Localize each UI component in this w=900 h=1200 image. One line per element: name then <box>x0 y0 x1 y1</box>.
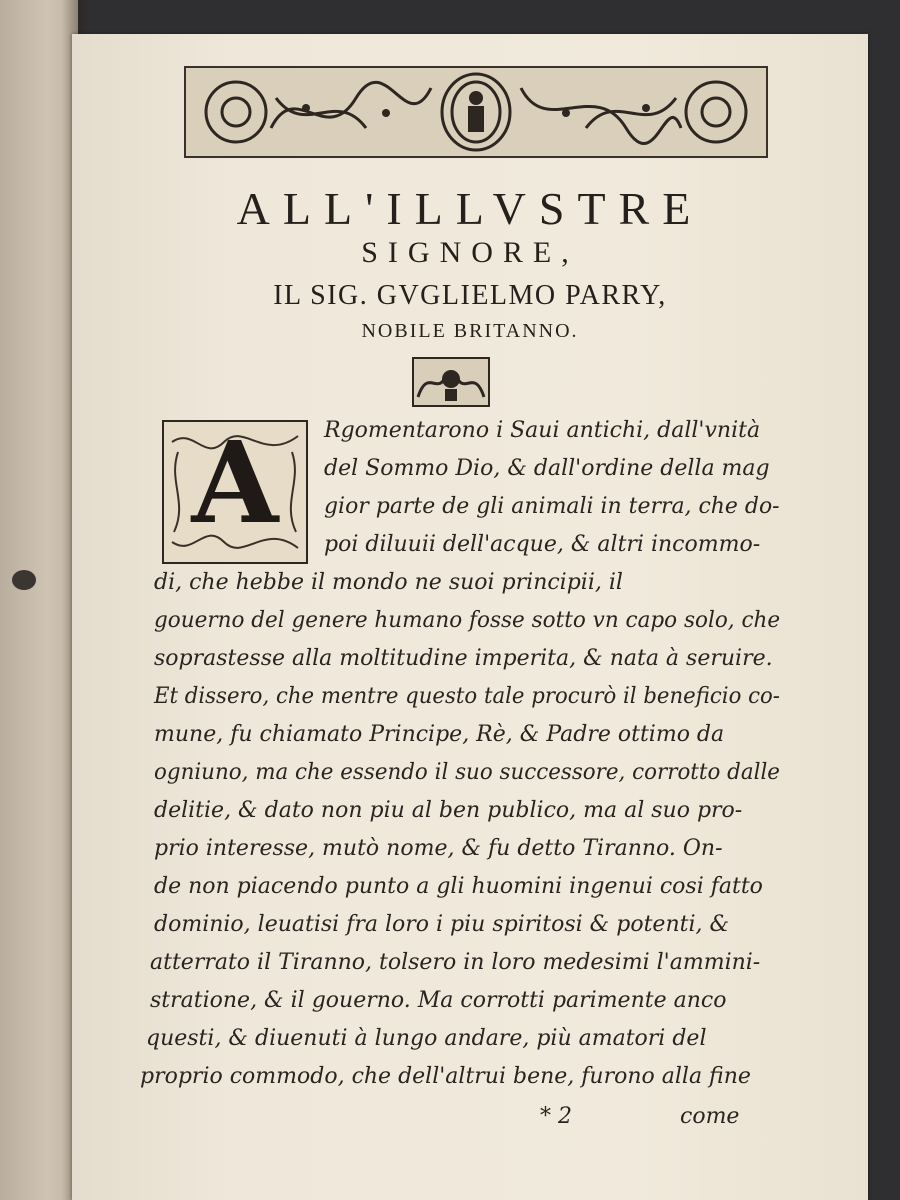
text-line: questi, & diuenuti à lungo andare, più amatori del <box>146 1026 707 1051</box>
dedication-heading-line-3: IL SIG. GVGLIELMO PARRY, <box>273 280 667 311</box>
text-line: Et dissero, che mentre questo tale procurò il beneficio co- <box>154 684 780 709</box>
text-line: prio interesse, mutò nome, & fu detto Tiranno. On- <box>154 836 723 861</box>
text-line: mune, fu chiamato Principe, Rè, & Padre ottimo da <box>154 722 725 747</box>
dedication-heading-line-2: SIGNORE, <box>361 236 579 269</box>
text-line: di, che hebbe il mondo ne suoi principii, il <box>154 570 623 595</box>
catchword: come <box>680 1104 740 1129</box>
text-line: delitie, & dato non piu al ben publico, ma al suo pro- <box>154 798 743 823</box>
text-line: Rgomentarono i Saui antichi, dall'vnità <box>324 418 761 443</box>
text-line: gouerno del genere humano fosse sotto vn capo solo, che <box>154 608 781 633</box>
text-line: poi diluuii dell'acque, & altri incommo- <box>324 532 761 557</box>
initial-letter: A <box>191 418 279 549</box>
text-line: de non piacendo punto a gli huomini ingenui cosi fatto <box>154 874 763 899</box>
text-line: stratione, & il gouerno. Ma corrotti parimente anco <box>150 988 727 1013</box>
text-line: gior parte de gli animali in terra, che do- <box>324 494 780 519</box>
ink-stain <box>12 570 36 590</box>
text-line: atterrato il Tiranno, tolsero in loro medesimi l'ammini- <box>150 950 761 975</box>
signature-mark: * 2 <box>540 1104 572 1129</box>
dedication-heading-line-1: ALL'ILLVSTRE <box>236 183 704 234</box>
text-line: dominio, leuatisi fra loro i piu spiritosi & potenti, & <box>154 912 730 937</box>
decorated-initial <box>162 420 308 564</box>
dedication-heading-line-4: NOBILE BRITANNO. <box>361 320 579 342</box>
text-line: soprastesse alla moltitudine imperita, & nata à seruire. <box>154 646 773 671</box>
mask-ornament <box>412 357 490 407</box>
text-line: del Sommo Dio, & dall'ordine della mag <box>324 456 770 481</box>
text-line: proprio commodo, che dell'altrui bene, furono alla fine <box>140 1064 751 1089</box>
text-line: ogniuno, ma che essendo il suo successore, corrotto dalle <box>154 760 780 785</box>
header-woodcut-ornament <box>184 66 768 158</box>
